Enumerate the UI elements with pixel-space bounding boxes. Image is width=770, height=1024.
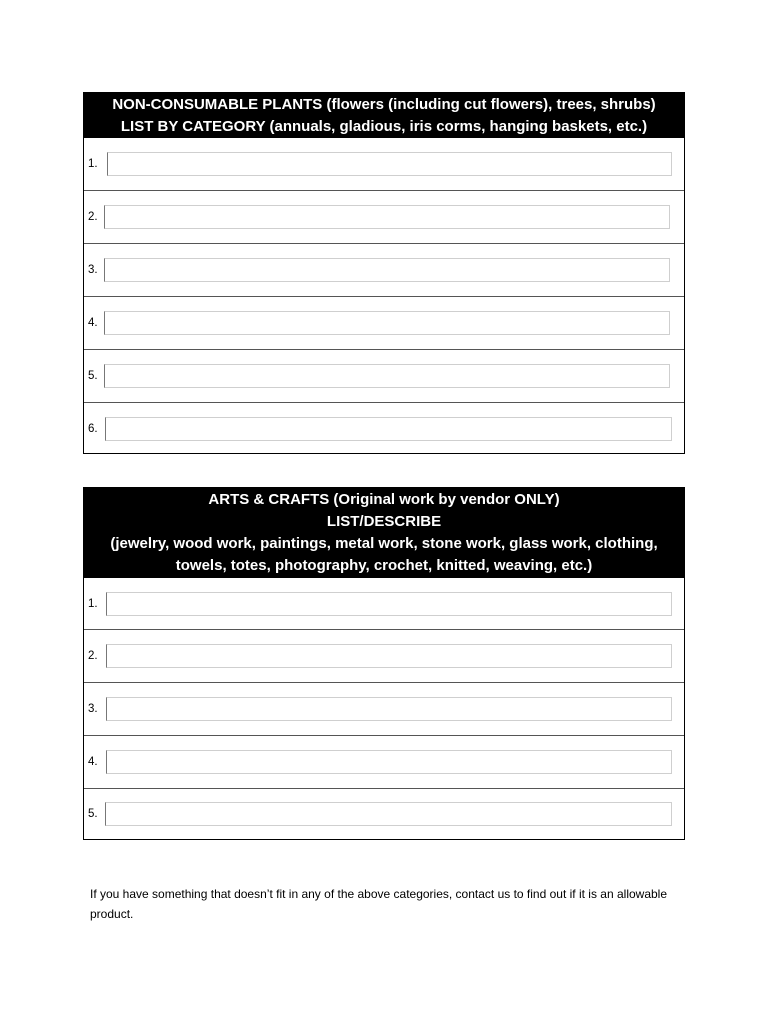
plants-row-5 [84,350,684,403]
plants-row-6 [84,403,684,455]
row-number: 3. [88,264,98,276]
plants-field-5[interactable] [104,364,670,388]
plants-field-4[interactable] [104,311,670,335]
plants-field-2[interactable] [104,205,670,229]
plants-row-1 [84,138,684,191]
row-number: 1. [88,597,98,610]
arts-section [83,487,685,840]
row-number: 1. [88,158,98,170]
row-number: 5. [88,808,98,820]
arts-row-1 [84,578,684,630]
arts-field-5[interactable] [105,802,672,826]
plants-header [84,93,684,138]
plants-header-subtitle: LIST BY CATEGORY (annuals, gladious, iris corms, hanging baskets, etc.) [120,118,648,135]
arts-header-title: ARTS & CRAFTS (Original work by vendor ONLY) [208,491,560,508]
plants-row-4 [84,297,684,350]
arts-header-subtitle: LIST/DESCRIBE [326,513,442,530]
arts-header-examples-line1: (jewelry, wood work, paintings, metal work, stone work, glass work, clothing, [110,535,658,552]
plants-section [83,92,685,454]
arts-row-4 [84,736,684,789]
plants-row-2 [84,191,684,244]
plants-field-3[interactable] [104,258,670,282]
row-number: 3. [88,703,98,715]
plants-row-3 [84,244,684,297]
plants-rows [84,138,684,455]
row-number: 2. [88,211,98,223]
plants-header-title: NON-CONSUMABLE PLANTS (flowers (including cut flowers), trees, shrubs) [112,96,656,113]
row-number: 5. [88,370,98,382]
plants-field-1[interactable] [107,152,672,176]
arts-field-3[interactable] [106,697,672,721]
arts-header [84,488,684,578]
arts-row-3 [84,683,684,736]
row-number: 4. [88,317,98,329]
plants-field-6[interactable] [105,417,672,441]
arts-field-1[interactable] [106,592,672,616]
arts-rows [84,578,684,839]
arts-row-2 [84,630,684,683]
row-number: 6. [88,423,98,435]
arts-header-examples-line2: towels, totes, photography, crochet, knitted, weaving, etc.) [175,557,593,574]
arts-field-4[interactable] [106,750,672,774]
arts-row-5 [84,789,684,839]
row-number: 4. [88,756,98,768]
arts-field-2[interactable] [106,644,672,668]
footer-note: If you have something that doesn’t fit in any of the above categories, contact us to find out if it is an allowable product. [90,887,668,921]
row-number: 2. [88,650,98,662]
